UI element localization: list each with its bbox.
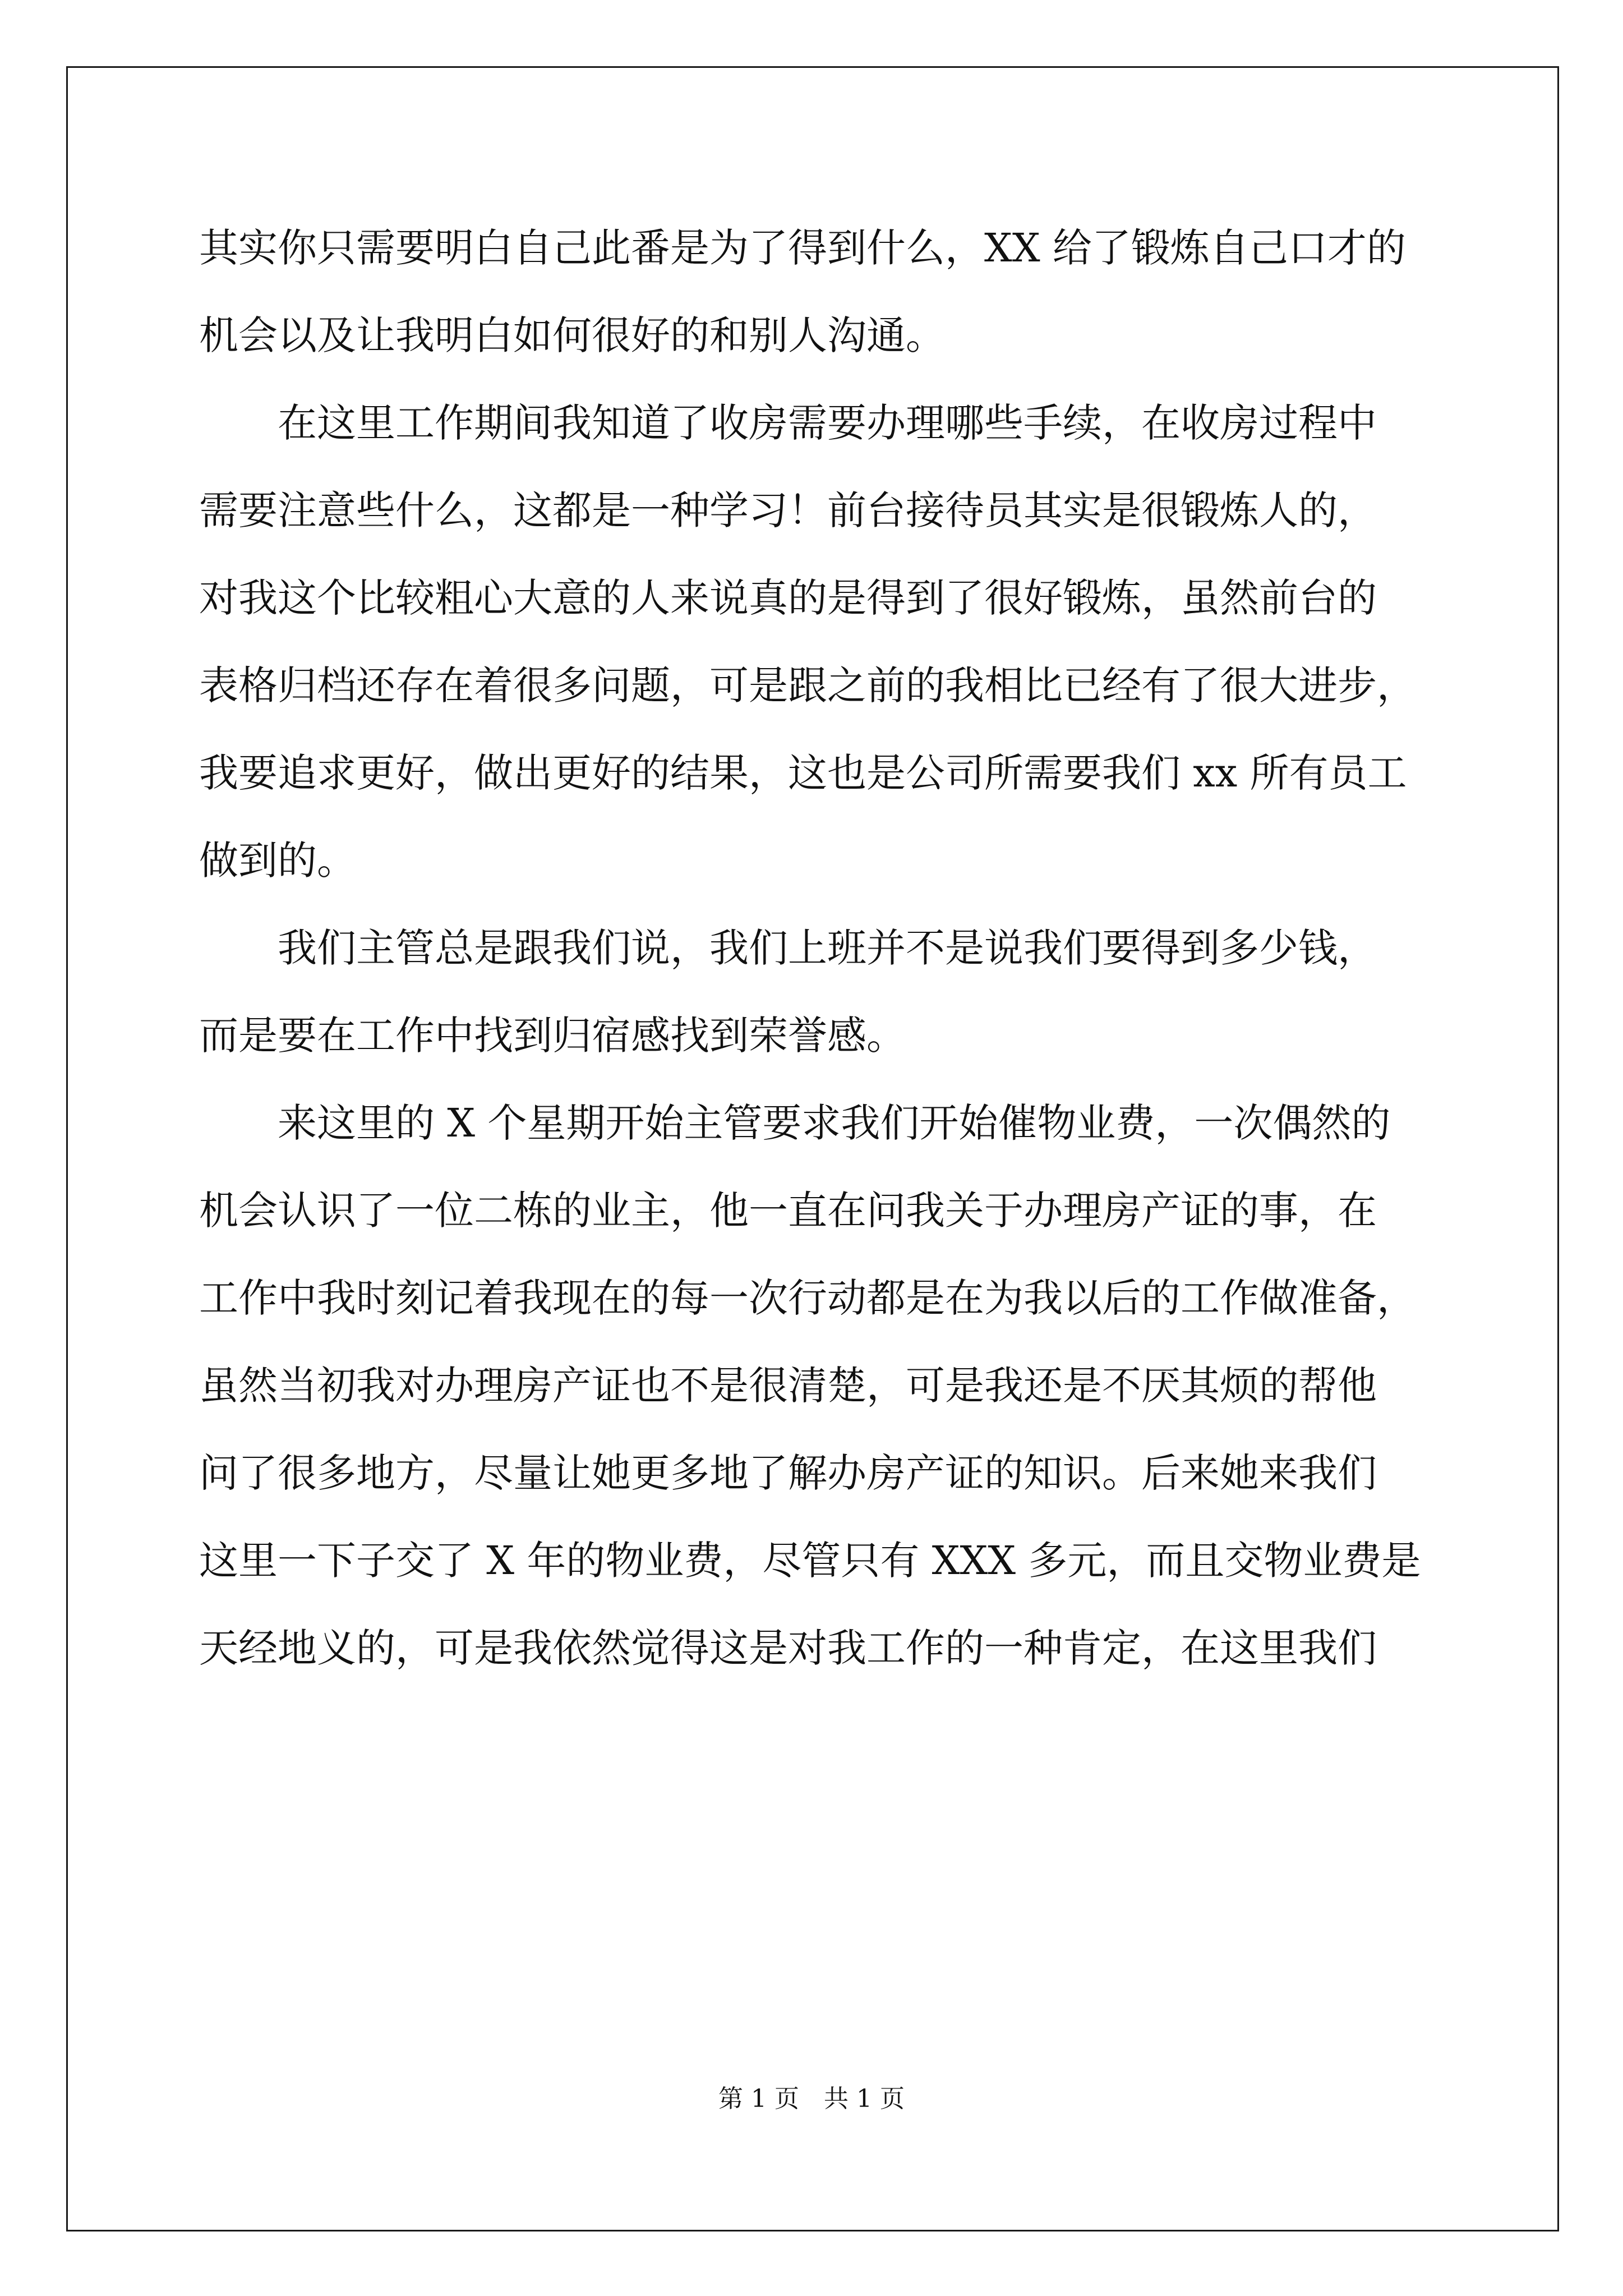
text-line: 对我这个比较粗心大意的人来说真的是得到了很好锻炼，虽然前台的 (199, 575, 1377, 621)
text-line: 在这里工作期间我知道了收房需要办理哪些手续，在收房过程中 (199, 400, 1377, 446)
text-line: 机会以及让我明白如何很好的和别人沟通。 (199, 312, 945, 358)
text-line: 虽然当初我对办理房产证也不是很清楚，可是我还是不厌其烦的帮他 (199, 1363, 1377, 1409)
text-line: 需要注意些什么，这都是一种学习！前台接待员其实是很锻炼人的， (199, 487, 1377, 533)
text-line: 其实你只需要明白自己此番是为了得到什么，XX 给了锻炼自己口才的 (199, 225, 1406, 271)
text-line: 做到的。 (199, 838, 356, 884)
text-line: 天经地义的，可是我依然觉得这是对我工作的一种肯定，在这里我们 (199, 1625, 1377, 1671)
text-line: 我要追求更好，做出更好的结果，这也是公司所需要我们 xx 所有员工 (199, 750, 1407, 796)
text-line: 而是要在工作中找到归宿感找到荣誉感。 (199, 1013, 906, 1059)
text-line: 问了很多地方，尽量让她更多地了解办房产证的知识。后来她来我们 (199, 1450, 1377, 1496)
text-line: 我们主管总是跟我们说，我们上班并不是说我们要得到多少钱， (199, 925, 1377, 971)
text-line: 工作中我时刻记着我现在的每一次行动都是在为我以后的工作做准备， (199, 1275, 1416, 1321)
text-line: 机会认识了一位二栋的业主，他一直在问我关于办理房产证的事，在 (199, 1188, 1377, 1234)
text-line: 来这里的 X 个星期开始主管要求我们开始催物业费，一次偶然的 (199, 1100, 1391, 1146)
page-number-footer: 第 1 页 共 1 页 (718, 2085, 905, 2113)
text-line: 表格归档还存在着很多问题，可是跟之前的我相比已经有了很大进步， (199, 662, 1416, 708)
text-line: 这里一下子交了 X 年的物业费，尽管只有 XXX 多元，而且交物业费是 (199, 1538, 1421, 1584)
